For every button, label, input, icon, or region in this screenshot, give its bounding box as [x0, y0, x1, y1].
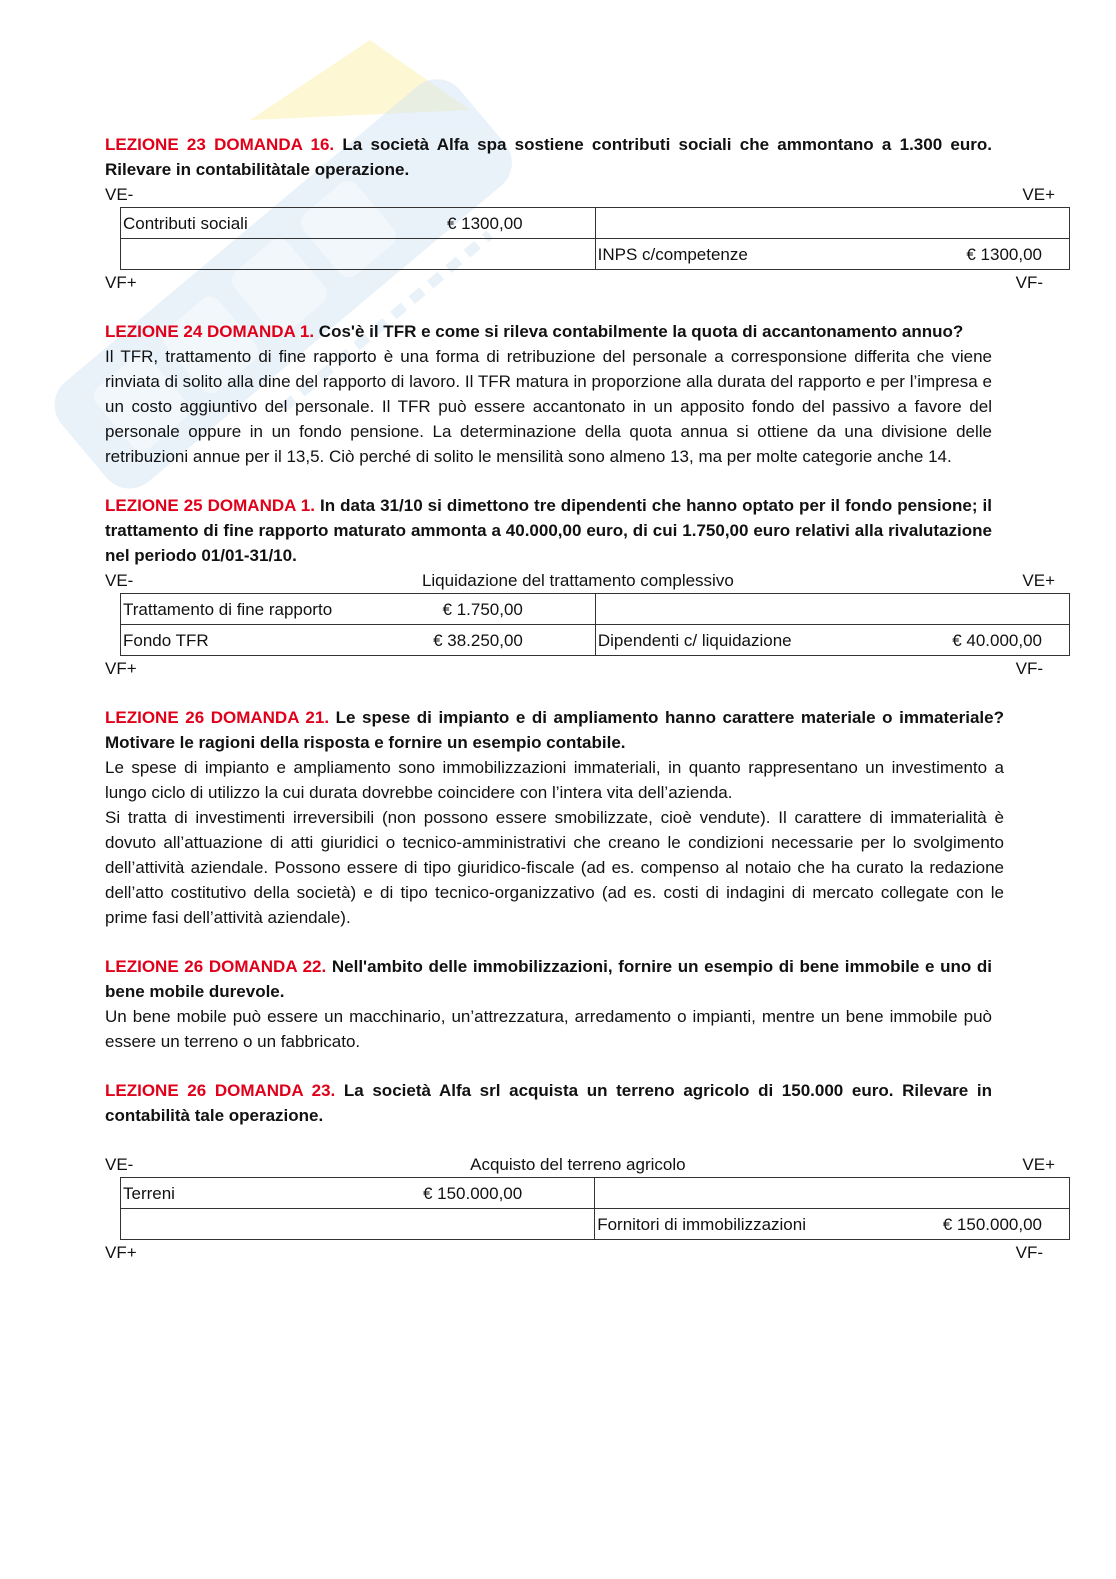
amount: € 1300,00 [966, 244, 1042, 264]
debit-cell [121, 208, 596, 239]
ledger-table [120, 593, 1070, 656]
vf-minus-label: VF- [1015, 659, 1043, 678]
ve-plus-label: VE+ [1022, 1155, 1055, 1174]
question-text: Le spese di impianto e di ampliamento hanno carattere materiale o immateriale? Motivare le ragioni della risposta e fornire un esempio contabile. [105, 708, 1004, 752]
question-l26-d21 [105, 705, 1004, 930]
ledger [105, 568, 1055, 681]
ve-minus-label: VE- [105, 185, 134, 204]
amount: € 150.000,00 [422, 1183, 523, 1203]
amount: € 150.000,00 [942, 1214, 1042, 1234]
ve-plus-label: VE+ [1022, 185, 1055, 204]
question-l23-d16 [105, 132, 992, 182]
debit-cell [121, 594, 596, 625]
ve-minus-label: VE- [105, 1155, 134, 1174]
question-l25-d1 [105, 493, 992, 568]
vf-plus-label: VF+ [105, 1243, 137, 1262]
credit-cell [595, 1209, 1070, 1240]
account-name: Trattamento di fine rapporto [123, 599, 333, 619]
ledger-title: Liquidazione del trattamento complessivo [421, 571, 734, 590]
document-content [105, 132, 1055, 1289]
amount: € 40.000,00 [952, 630, 1042, 650]
vf-minus-label: VF- [1015, 1243, 1043, 1262]
debit-cell [121, 239, 596, 270]
ledger-row [121, 625, 1070, 656]
question-text: La società Alfa spa sostiene contributi sociali che ammontano a 1.300 euro. Rilevare in contabilitàtale operazione. [105, 135, 992, 179]
ledger-row [121, 1178, 1070, 1209]
question-label: LEZIONE 26 DOMANDA 21. [105, 708, 330, 727]
ledger [105, 1152, 1055, 1265]
question-l24-d1 [105, 319, 992, 469]
account-name: Dipendenti c/ liquidazione [597, 630, 792, 650]
credit-cell [595, 625, 1069, 656]
ledger-row [121, 594, 1070, 625]
account-name: Fondo TFR [123, 630, 209, 650]
question-l26-d22 [105, 954, 992, 1054]
question-text: Nell'ambito delle immobilizzazioni, fornire un esempio di bene immobile e uno di bene mobile durevole. [105, 957, 992, 1001]
amount: € 38.250,00 [433, 630, 523, 650]
answer-text: Si tratta di investimenti irreversibili (non possono essere smobilizzate, cioè vendute). Il carattere di immaterialità è dovuto all’attuazione di atti giuridici o tecnico-amministrativi che creano le condizioni necessarie per lo svolgimento dell’attività aziendale. Possono essere di tipo giuridico-fiscale (ad es. compenso al notaio che ha curato la redazione dell’atto costitutivo della società) e di tipo tecnico-organizzativo (ad es. costi di indagini di mercato collegate con le prime fasi dell’attività aziendale). [105, 808, 1004, 927]
debit-cell [121, 1209, 595, 1240]
account-name: INPS c/competenze [597, 244, 748, 264]
amount: € 1.750,00 [442, 599, 523, 619]
question-text: In data 31/10 si dimettono tre dipendenti che hanno optato per il fondo pensione; il trattamento di fine rapporto maturato ammonta a 40.000,00 euro, di cui 1.750,00 euro relativi alla rivalutazione nel periodo 01/01-31/10. [105, 496, 992, 565]
ve-minus-label: VE- [105, 571, 134, 590]
credit-cell [595, 239, 1069, 270]
credit-cell [595, 594, 1069, 625]
amount: € 1300,00 [446, 213, 523, 233]
debit-cell [121, 1178, 595, 1209]
ledger-row [121, 1209, 1070, 1240]
ledger [105, 182, 1055, 295]
question-label: LEZIONE 26 DOMANDA 23. [105, 1081, 336, 1100]
account-name: Fornitori di immobilizzazioni [597, 1214, 806, 1234]
question-label: LEZIONE 26 DOMANDA 22. [105, 957, 327, 976]
ledger-table [120, 1177, 1070, 1240]
ve-plus-label: VE+ [1022, 571, 1055, 590]
ledger-row [121, 208, 1070, 239]
question-label: LEZIONE 23 DOMANDA 16. [105, 135, 335, 154]
ledger-title [133, 182, 1022, 207]
vf-plus-label: VF+ [105, 659, 137, 678]
ledger-table [120, 207, 1070, 270]
account-name: Contributi sociali [123, 213, 248, 233]
credit-cell [595, 1178, 1070, 1209]
question-label: LEZIONE 24 DOMANDA 1. [105, 322, 315, 341]
question-label: LEZIONE 25 DOMANDA 1. [105, 496, 315, 515]
vf-minus-label: VF- [1015, 273, 1043, 292]
answer-text: Le spese di impianto e ampliamento sono immobilizzazioni immateriali, in quanto rappresentano un investimento a lungo ciclo di utilizzo la cui durata dovrebbe coincidere con l’intera vita dell’azienda. [105, 758, 1004, 802]
vf-plus-label: VF+ [105, 273, 137, 292]
answer-text: Il TFR, trattamento di fine rapporto è una forma di retribuzione del personale a corresponsione differita che viene rinviata di solito alla dine del rapporto di lavoro. Il TFR matura in proporzione alla durata del rapporto e per l’impresa e un costo aggiuntivo del personale. Il TFR può essere accantonato in un apposito fondo del passivo a favore del personale oppure in un fondo pensione. La determinazione della quota annua si ottiene da una divisione delle retribuzioni annue per il 13,5. Ciò perché di solito le mensilità sono almeno 13, ma per molte categorie anche 14. [105, 347, 992, 466]
question-text: La società Alfa srl acquista un terreno agricolo di 150.000 euro. Rilevare in contabilità tale operazione. [105, 1081, 992, 1125]
answer-text: Un bene mobile può essere un macchinario, un’attrezzatura, arredamento o impianti, mentre un bene immobile può essere un terreno o un fabbricato. [105, 1007, 992, 1051]
account-name: Terreni [123, 1183, 175, 1203]
credit-cell [595, 208, 1069, 239]
question-l26-d23 [105, 1078, 992, 1128]
debit-cell [121, 625, 596, 656]
question-text: Cos'è il TFR e come si rileva contabilmente la quota di accantonamento annuo? [314, 322, 964, 341]
ledger-title: Acquisto del terreno agricolo [470, 1155, 686, 1174]
ledger-row [121, 239, 1070, 270]
